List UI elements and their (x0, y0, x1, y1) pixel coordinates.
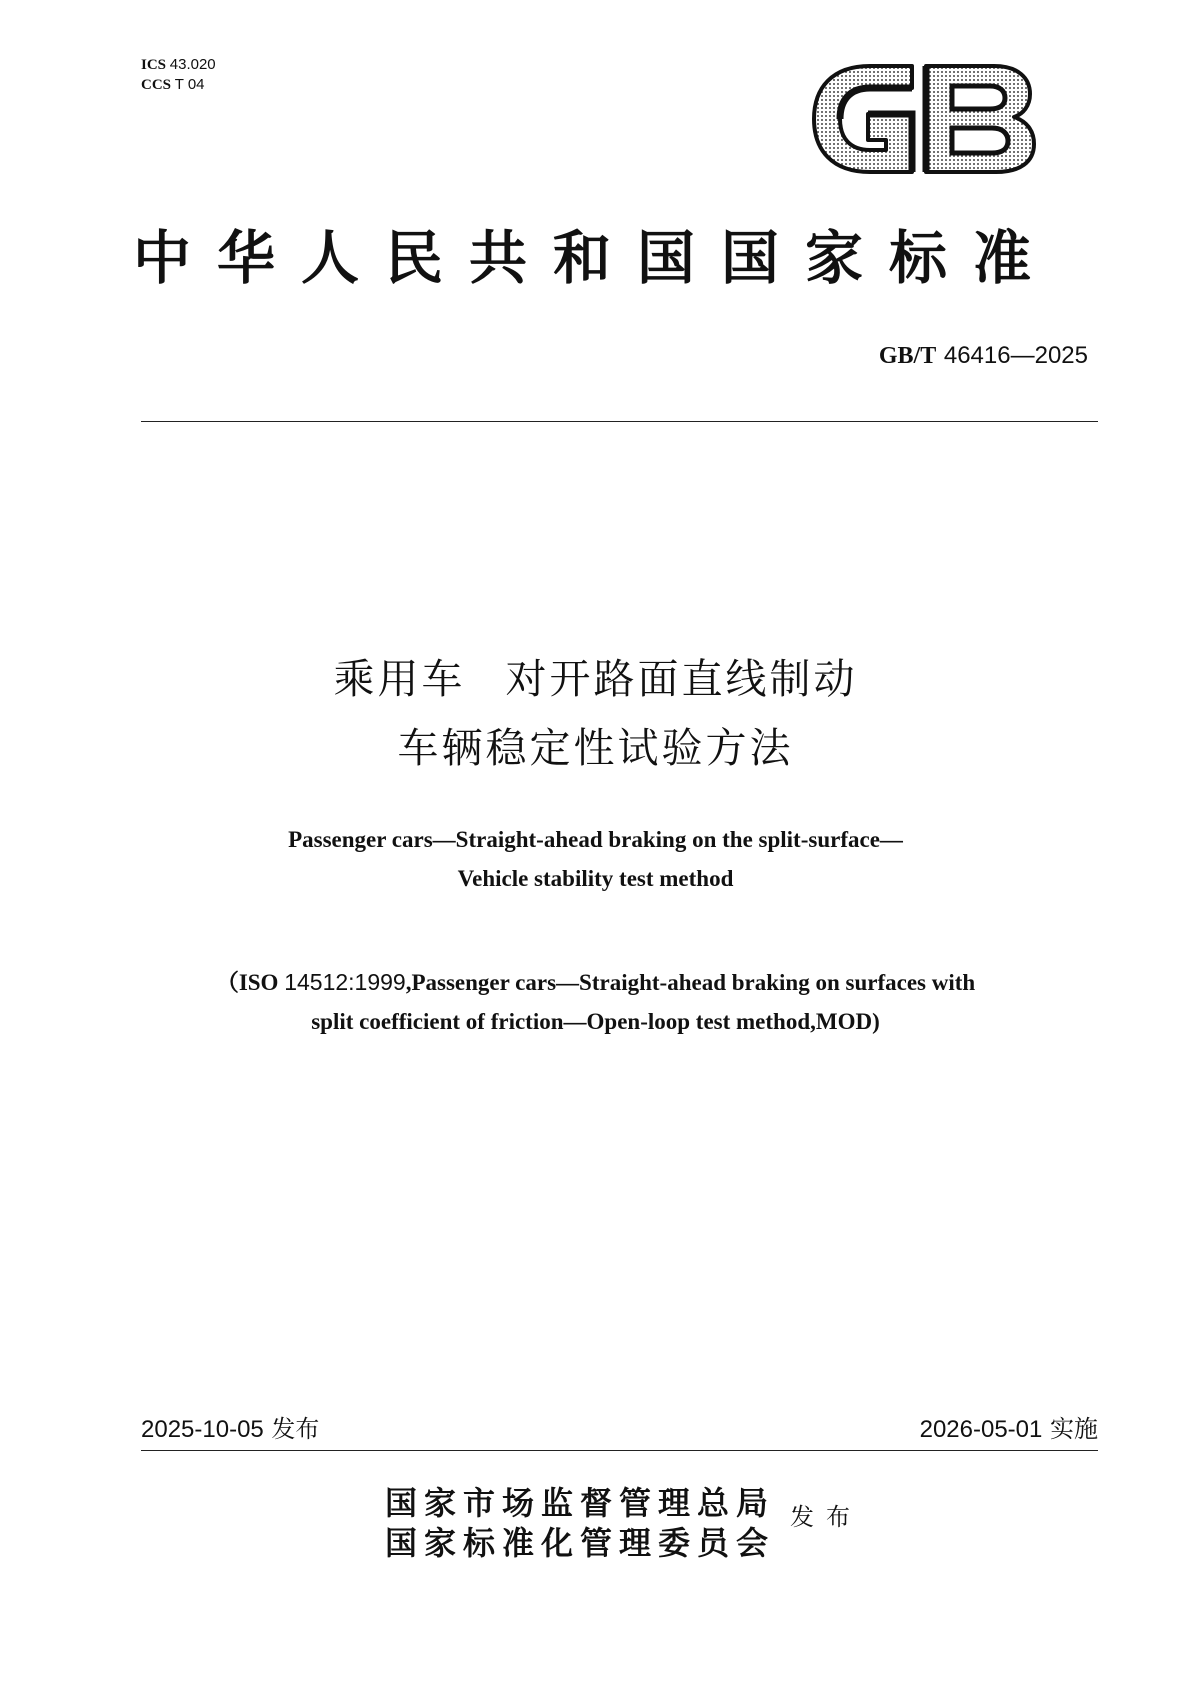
implementation-date (920, 1413, 1098, 1446)
english-title (0, 820, 1191, 898)
issue-date-value: 2025-10-05 (141, 1416, 264, 1443)
ics-value: 43.020 (169, 56, 216, 73)
issuer-sac: 国家标准化管理委员会 (385, 1524, 776, 1562)
iso-number: 14512:1999 (284, 969, 406, 995)
issuer-samr: 国家市场监督管理总局 (385, 1484, 776, 1522)
implementation-date-value: 2026-05-01 (919, 1416, 1043, 1443)
standard-prefix: GB/T (878, 343, 937, 369)
english-title-line-1: Passenger cars—Straight-ahead braking on the split-surface— (288, 827, 903, 852)
ccs-value: T 04 (174, 76, 205, 93)
iso-open-paren: （ (215, 970, 239, 995)
issuing-authorities (385, 1483, 775, 1563)
chinese-title-subject: 对开路面直线制动 (505, 655, 858, 703)
english-title-line-2: Vehicle stability test method (457, 866, 734, 891)
chinese-title-category: 乘用车 (333, 655, 466, 703)
iso-reference-line-2: split coefficient of friction—Open-loop test method,MOD) (311, 1009, 880, 1034)
chinese-title-line-2: 车辆稳定性试验方法 (397, 724, 794, 772)
gb-emblem-icon (808, 58, 1038, 180)
chinese-title (0, 645, 1191, 783)
ics-label: ICS (141, 57, 167, 73)
issue-date (141, 1413, 319, 1446)
classification-codes (141, 55, 216, 95)
iso-title-part-1: ,Passenger cars—Straight-ahead braking on surfaces with (405, 970, 976, 995)
ccs-label: CCS (141, 77, 172, 93)
standard-number-value: 46416—2025 (943, 342, 1088, 369)
issue-date-label: 发布 (271, 1415, 320, 1443)
bottom-divider (141, 1450, 1098, 1451)
standard-number (879, 340, 1088, 371)
implementation-date-label: 实施 (1050, 1415, 1098, 1443)
ics-code (141, 55, 216, 75)
iso-reference (0, 963, 1191, 1041)
chinese-title-line-1 (0, 645, 1191, 714)
national-standard-heading: 中华人民共和国国家标准 (133, 224, 1058, 292)
ccs-code (141, 75, 216, 95)
iso-label: ISO (238, 970, 279, 995)
iso-reference-line-1 (0, 963, 1191, 1002)
issue-label: 发布 (790, 1503, 862, 1531)
top-divider (141, 421, 1098, 422)
